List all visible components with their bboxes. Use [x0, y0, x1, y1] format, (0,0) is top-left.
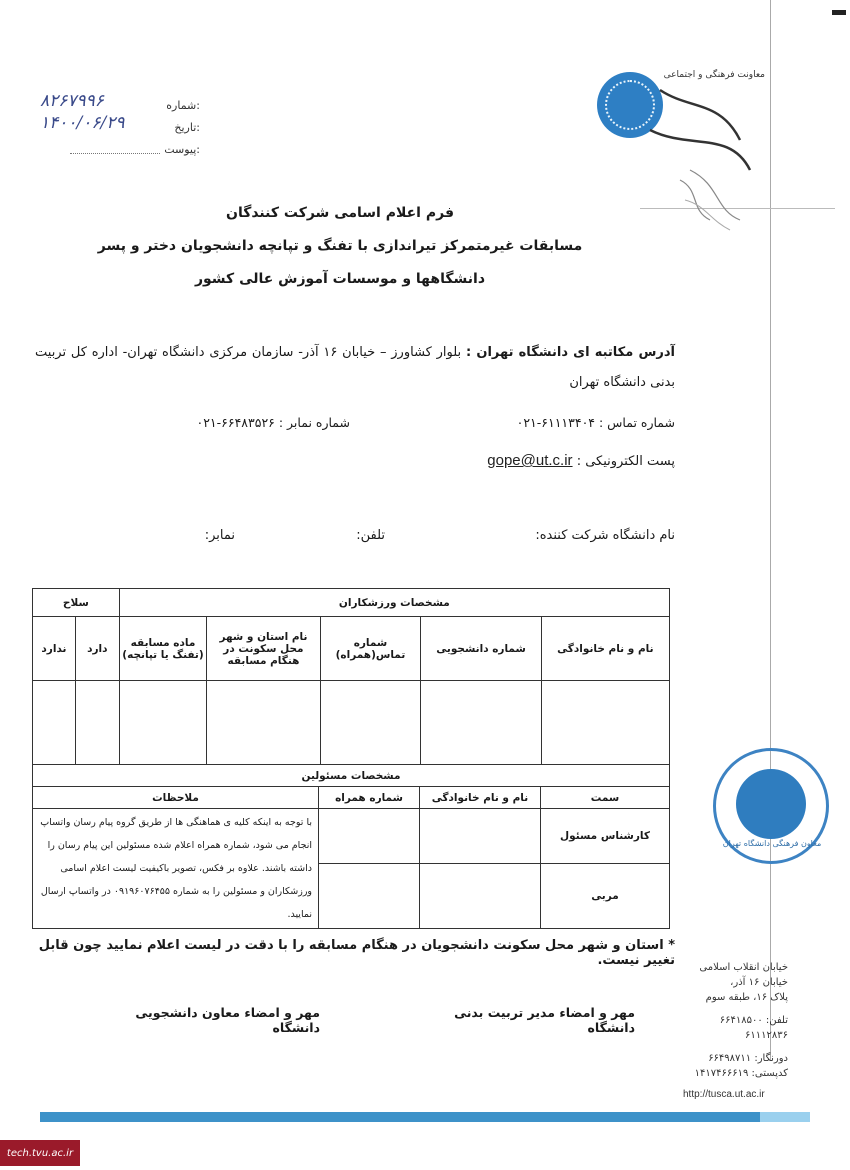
logo-caption: معاونت فرهنگی و اجتماعی [663, 70, 765, 80]
role-cell: کارشناس مسئول [541, 809, 670, 864]
athletes-table [32, 588, 670, 765]
bottom-strip [40, 1112, 770, 1122]
table-row [33, 809, 670, 864]
col-official-name: نام و نام خانوادگی [420, 787, 541, 809]
col-no-weapon: ندارد [33, 617, 76, 681]
calligraphy-emblem [630, 70, 770, 240]
col-student-id: شماره دانشجویی [421, 617, 541, 681]
sidebar-address [683, 960, 788, 1102]
col-residence: نام استان و شهر محل سکونت در هنگام مسابقه [207, 617, 320, 681]
sidebar-url[interactable]: http://tusca.ut.ac.ir [683, 1089, 765, 1100]
phone-number: شماره تماس : ۶۱۱۱۳۴۰۴-۰۲۱ [516, 415, 675, 430]
col-official-mobile: شماره همراه [319, 787, 420, 809]
signature-student-deputy: مهر و امضاء معاون دانشجویی دانشگاه [135, 1005, 320, 1035]
col-remarks: ملاحظات [33, 787, 319, 809]
title-line-2: مسابقات غیرمتمرکز تیراندازی با تفنگ و تپانچه دانشجویان دختر و پسر [97, 238, 583, 254]
col-mobile: شماره تماس(همراه) [320, 617, 421, 681]
col-fullname: نام و نام خانوادگی [541, 617, 669, 681]
sidebar-tel-2: ۶۱۱۱۲۸۳۶ [745, 1030, 788, 1041]
sidebar-postal: کدپستی: ۱۴۱۷۴۶۶۶۱۹ [694, 1068, 788, 1079]
table-row [33, 681, 670, 765]
email-row [440, 452, 675, 469]
col-role: سمت [541, 787, 670, 809]
vertical-rule [770, 0, 771, 1060]
university-fax-label: نمابر: [204, 528, 235, 543]
sidebar-line: پلاک ۱۶، طبقه سوم [705, 992, 788, 1003]
date-value: ۱۴۰۰/۰۶/۲۹ [40, 113, 125, 133]
sidebar-line: خیابان انقلاب اسلامی [699, 962, 788, 973]
email-address[interactable]: gope@ut.c.ir [487, 452, 573, 469]
role-cell: مربی [541, 863, 670, 928]
sidebar-line: خیابان ۱۶ آذر، [730, 977, 788, 988]
email-label: پست الکترونیکی : [576, 454, 675, 469]
source-credit: tech.tvu.ac.ir [0, 1140, 80, 1166]
title-line-3: دانشگاهها و موسسات آموزش عالی کشور [194, 271, 486, 287]
signature-pe-director: مهر و امضاء مدیر تربیت بدنی دانشگاه [454, 1005, 635, 1035]
sidebar-tel: تلفن: ۶۶۴۱۸۵۰۰ [719, 1015, 788, 1026]
number-label: شماره: [166, 99, 200, 112]
official-seal [713, 748, 829, 864]
address-label: آدرس مکاتبه ای دانشگاه تهران : [465, 345, 676, 360]
col-discipline: ماده مسابقه (تفنگ یا تپانچه) [119, 617, 207, 681]
sidebar-fax: دورنگار: ۶۶۴۹۸۷۱۱ [708, 1053, 788, 1064]
date-label: تاریخ: [174, 121, 200, 134]
athletes-group-header: مشخصات ورزشکاران [119, 589, 669, 617]
fax-number: شماره نمابر : ۶۶۴۸۳۵۲۶-۰۲۱ [196, 415, 350, 430]
officials-table [32, 764, 670, 929]
col-has-weapon: دارد [75, 617, 119, 681]
title-line-1: فرم اعلام اسامی شرکت کنندگان [226, 205, 454, 221]
footnote: * استان و شهر محل سکونت دانشجویان در هنگام مسابقه را با دقت در لیست اعلام نمایید چون قابل تغییر نیست. [38, 938, 675, 968]
university-name-label: نام دانشگاه شرکت کننده: [535, 528, 675, 543]
bottom-strip-light [760, 1112, 810, 1122]
letter-meta [40, 91, 200, 161]
weapon-group-header: سلاح [33, 589, 120, 617]
attachment-label: پیوست: [164, 143, 200, 156]
corner-mark [832, 10, 846, 15]
address-block [35, 338, 675, 398]
officials-group-header: مشخصات مسئولین [33, 765, 670, 787]
remarks-text: با توجه به اینکه کلیه ی هماهنگی ها از طریق گروه پیام رسان واتساپ انجام می شود، شماره همراه اعلام شده مسئولین این پیام رسان را داشته باشند. علاوه بر فکس، تصویر باکیفیت لیست اعلام اسامی ورزشکاران و مسئولین را به شماره ۰۹۱۹۶۰۷۶۴۵۵ در واتساپ ارسال نمایید. [33, 809, 319, 929]
seal-text: معاون فرهنگی دانشگاه تهران [722, 839, 822, 848]
university-phone-label: تلفن: [356, 528, 385, 543]
number-value: ۸۲۶۷۹۹۶ [40, 91, 104, 111]
address-text: بلوار کشاورز – خیابان ۱۶ آذر- سازمان مرکزی دانشگاه تهران- اداره کل تربیت بدنی دانشگاه تهران [35, 345, 675, 390]
